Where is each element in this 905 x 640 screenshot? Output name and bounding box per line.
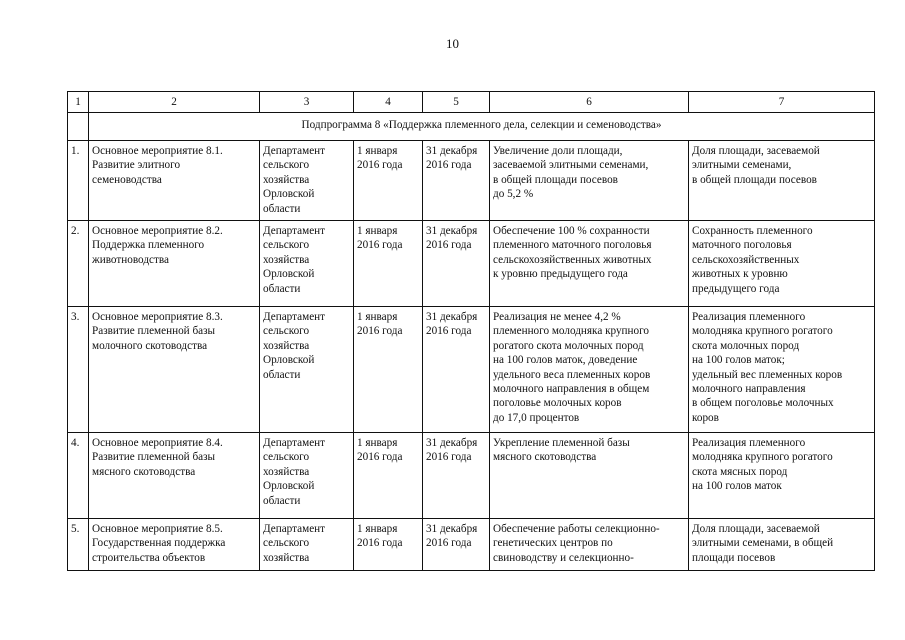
executor-cell: Департамент сельского хозяйства Орловской области xyxy=(260,221,354,307)
executor-cell: Департамент сельского хозяйства Орловской области xyxy=(260,141,354,221)
column-number-cell: 2 xyxy=(89,92,260,113)
row-number: 3. xyxy=(68,307,89,433)
table-row xyxy=(68,221,875,307)
executor-cell: Департамент сельского хозяйства xyxy=(260,519,354,571)
indicator-cell: Реализация племенного молодняка крупного рогатого скота молочных пород на 100 голов маток; удельный вес племенных коров молочного направления в общем поголовье молочных коров xyxy=(689,307,875,433)
activity-cell: Основное мероприятие 8.3. Развитие племенной базы молочного скотоводства xyxy=(89,307,260,433)
indicator-cell: Доля площади, засеваемой элитными семенами, в общей площади посевов xyxy=(689,519,875,571)
activity-cell: Основное мероприятие 8.2. Поддержка племенного животноводства xyxy=(89,221,260,307)
end-date-cell: 31 декабря 2016 года xyxy=(423,141,490,221)
expected-result-cell: Укрепление племенной базы мясного скотоводства xyxy=(490,433,689,519)
column-number-row xyxy=(68,92,875,113)
activities-table xyxy=(67,91,875,571)
subprogram-blank-cell xyxy=(68,113,89,141)
activity-cell: Основное мероприятие 8.5. Государственная поддержка строительства объектов xyxy=(89,519,260,571)
table-row xyxy=(68,433,875,519)
end-date-cell: 31 декабря 2016 года xyxy=(423,519,490,571)
row-number: 5. xyxy=(68,519,89,571)
executor-cell: Департамент сельского хозяйства Орловской области xyxy=(260,307,354,433)
end-date-cell: 31 декабря 2016 года xyxy=(423,433,490,519)
activity-cell: Основное мероприятие 8.4. Развитие племенной базы мясного скотоводства xyxy=(89,433,260,519)
row-number: 2. xyxy=(68,221,89,307)
expected-result-cell: Обеспечение работы селекционно- генетических центров по свиноводству и селекционно- xyxy=(490,519,689,571)
column-number-cell: 7 xyxy=(689,92,875,113)
subprogram-row xyxy=(68,113,875,141)
indicator-cell: Доля площади, засеваемой элитными семенами, в общей площади посевов xyxy=(689,141,875,221)
table-row xyxy=(68,519,875,571)
table-row xyxy=(68,141,875,221)
page-number: 10 xyxy=(446,36,459,51)
column-number-cell: 6 xyxy=(490,92,689,113)
expected-result-cell: Обеспечение 100 % сохранности племенного маточного поголовья сельскохозяйственных животных к уровню предыдущего года xyxy=(490,221,689,307)
start-date-cell: 1 января 2016 года xyxy=(354,221,423,307)
column-number-cell: 3 xyxy=(260,92,354,113)
expected-result-cell: Реализация не менее 4,2 % племенного молодняка крупного рогатого скота молочных пород на 100 голов маток, доведение удельного веса племенных коров молочного направления в общем поголовье молочных коров до 17,0 процентов xyxy=(490,307,689,433)
row-number: 4. xyxy=(68,433,89,519)
indicator-cell: Сохранность племенного маточного поголовья сельскохозяйственных животных к уровню предыдущего года xyxy=(689,221,875,307)
start-date-cell: 1 января 2016 года xyxy=(354,433,423,519)
table-row xyxy=(68,307,875,433)
column-number-cell: 1 xyxy=(68,92,89,113)
column-number-cell: 5 xyxy=(423,92,490,113)
subprogram-title: Подпрограмма 8 «Поддержка племенного дела, селекции и семеноводства» xyxy=(89,113,875,141)
expected-result-cell: Увеличение доли площади, засеваемой элитными семенами, в общей площади посевов до 5,2 % xyxy=(490,141,689,221)
row-number: 1. xyxy=(68,141,89,221)
executor-cell: Департамент сельского хозяйства Орловской области xyxy=(260,433,354,519)
start-date-cell: 1 января 2016 года xyxy=(354,307,423,433)
activity-cell: Основное мероприятие 8.1. Развитие элитного семеноводства xyxy=(89,141,260,221)
indicator-cell: Реализация племенного молодняка крупного рогатого скота мясных пород на 100 голов маток xyxy=(689,433,875,519)
end-date-cell: 31 декабря 2016 года xyxy=(423,307,490,433)
start-date-cell: 1 января 2016 года xyxy=(354,519,423,571)
column-number-cell: 4 xyxy=(354,92,423,113)
start-date-cell: 1 января 2016 года xyxy=(354,141,423,221)
end-date-cell: 31 декабря 2016 года xyxy=(423,221,490,307)
